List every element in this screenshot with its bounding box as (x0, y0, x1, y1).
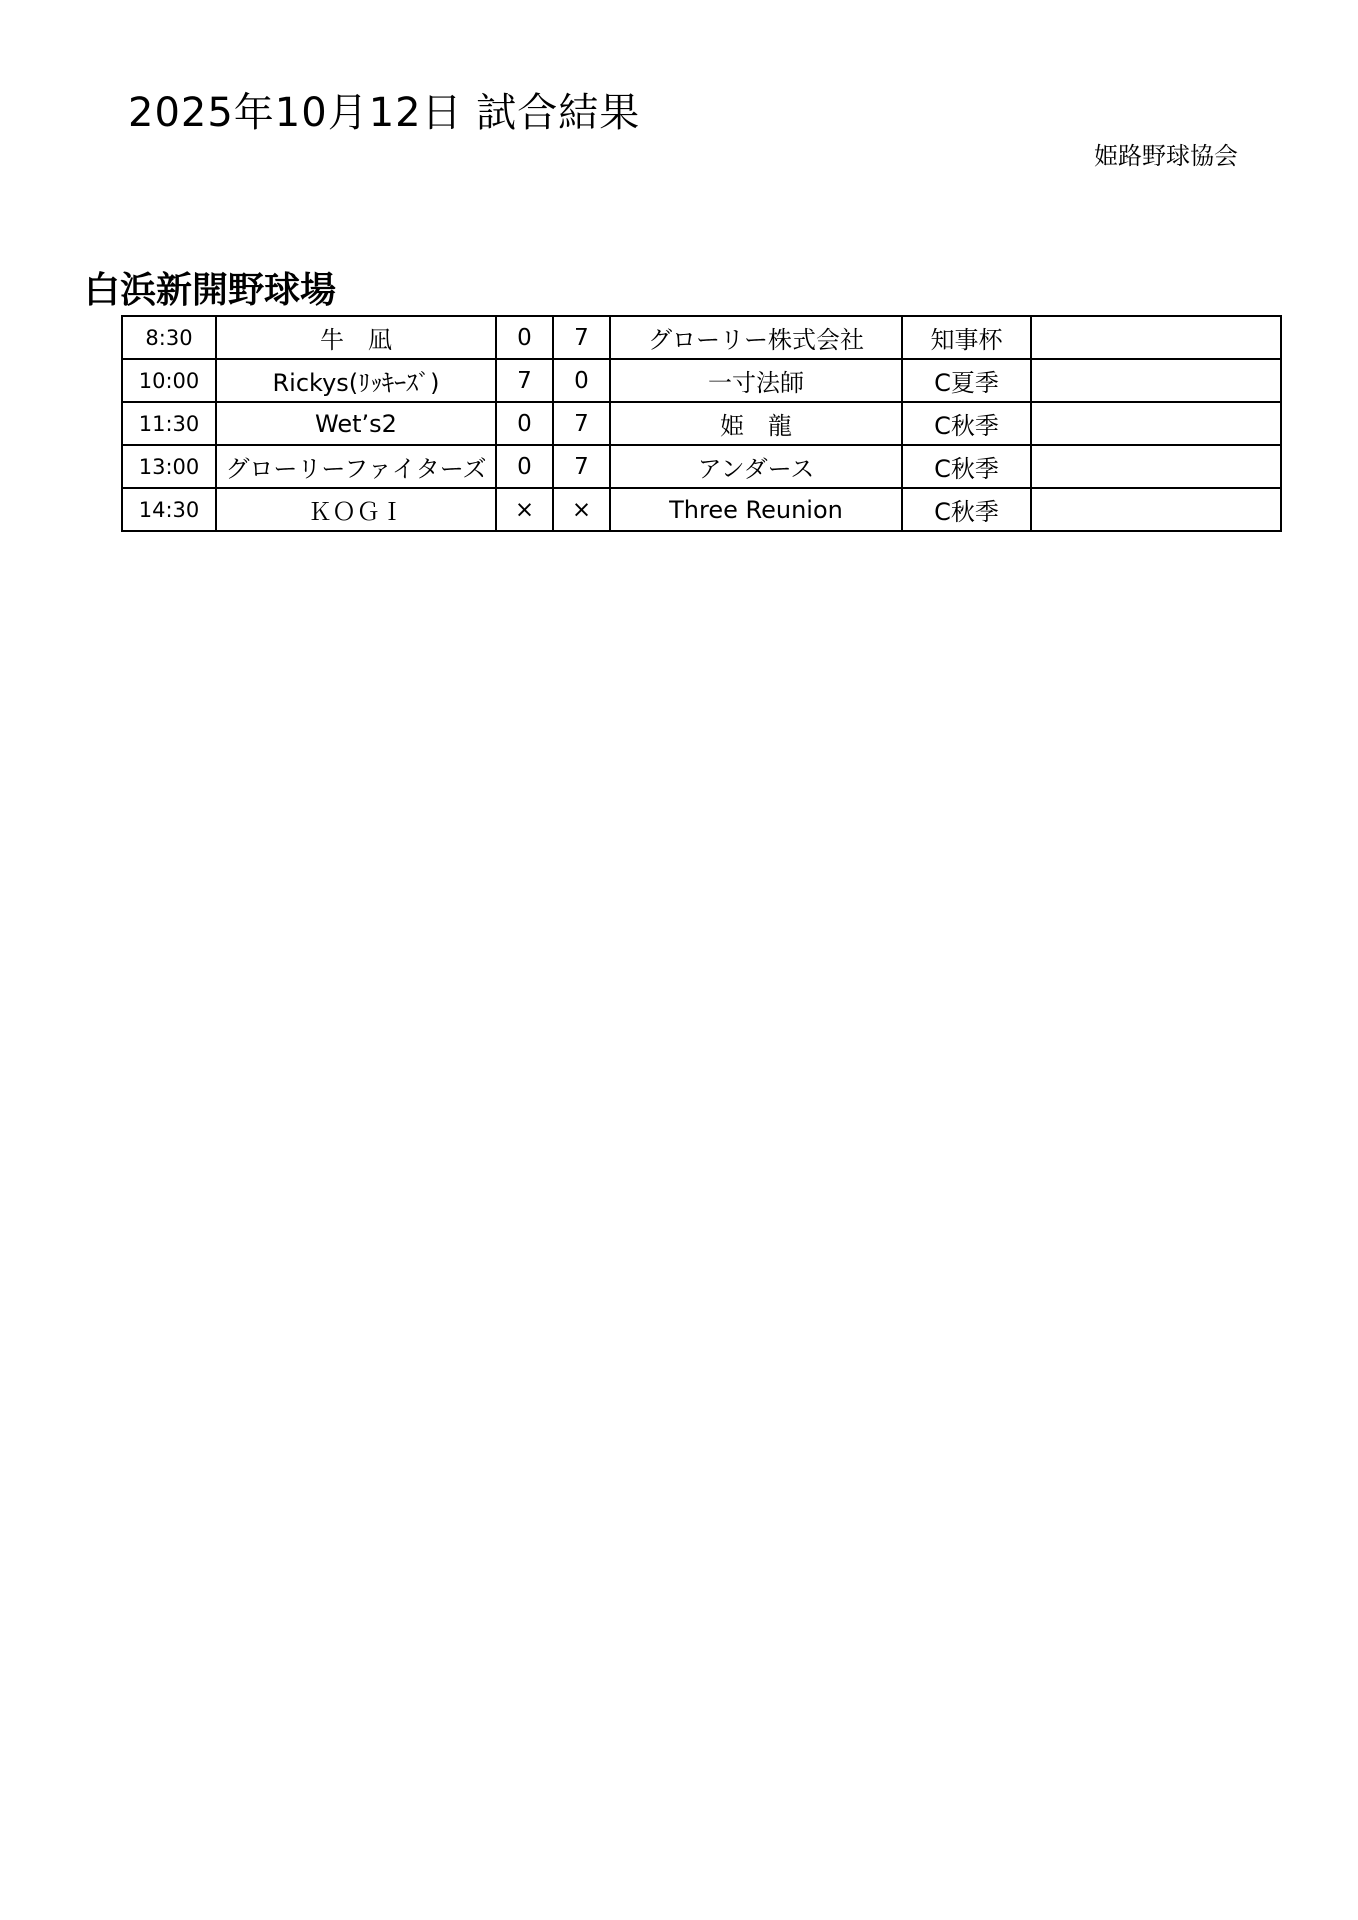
home-team: グローリーファイターズ (216, 445, 496, 488)
home-score: 0 (496, 445, 553, 488)
home-team: ＫＯＧＩ (216, 488, 496, 531)
game-note (1031, 316, 1281, 359)
game-note (1031, 445, 1281, 488)
game-category: C秋季 (902, 445, 1031, 488)
home-score: 0 (496, 316, 553, 359)
home-score: × (496, 488, 553, 531)
game-category: C夏季 (902, 359, 1031, 402)
game-time: 11:30 (122, 402, 216, 445)
away-score: 7 (553, 402, 610, 445)
away-team: 一寸法師 (610, 359, 902, 402)
organization-name: 姫路野球協会 (1094, 142, 1238, 170)
game-category: C秋季 (902, 488, 1031, 531)
game-time: 8:30 (122, 316, 216, 359)
away-team: Three Reunion (610, 488, 902, 531)
away-score: 7 (553, 316, 610, 359)
game-time: 13:00 (122, 445, 216, 488)
home-score: 0 (496, 402, 553, 445)
table-row (122, 445, 1281, 488)
away-score: 0 (553, 359, 610, 402)
game-time: 10:00 (122, 359, 216, 402)
away-score: × (553, 488, 610, 531)
table-row (122, 488, 1281, 531)
home-team: 牛 凪 (216, 316, 496, 359)
table-row (122, 402, 1281, 445)
page-title: 2025年10月12日 試合結果 (128, 90, 641, 136)
away-team: グローリー株式会社 (610, 316, 902, 359)
game-note (1031, 402, 1281, 445)
venue-heading: 白浜新開野球場 (84, 270, 337, 311)
game-category: C秋季 (902, 402, 1031, 445)
away-score: 7 (553, 445, 610, 488)
home-team: Rickys(ﾘｯｷｰｽﾞ) (216, 359, 496, 402)
game-note (1031, 359, 1281, 402)
home-score: 7 (496, 359, 553, 402)
away-team: 姫 龍 (610, 402, 902, 445)
home-team: Wet’s2 (216, 402, 496, 445)
away-team: アンダース (610, 445, 902, 488)
game-note (1031, 488, 1281, 531)
game-results-table (121, 315, 1282, 532)
table-row (122, 316, 1281, 359)
table-row (122, 359, 1281, 402)
game-time: 14:30 (122, 488, 216, 531)
game-category: 知事杯 (902, 316, 1031, 359)
